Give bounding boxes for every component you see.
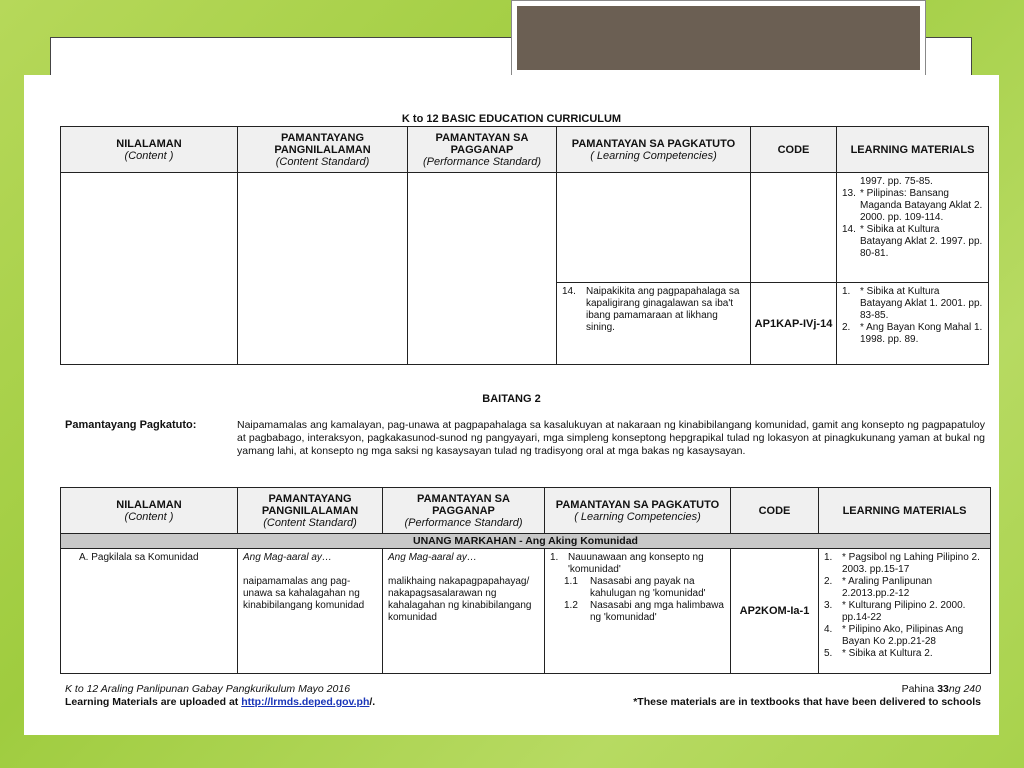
header-content: NILALAMAN (Content ) <box>61 488 238 534</box>
list-item: 1.1 Nasasabi ang payak na kahulugan ng 'komunidad' <box>564 576 706 599</box>
lrmds-link[interactable]: http://lrmds.deped.gov.ph <box>241 696 370 708</box>
performance-standard-cell: Ang Mag-aaral ay… malikhaing nakapagpapahayag/ nakapagsasalarawan ng kahalagahan ng kinabibilangang komunidad <box>383 549 545 674</box>
materials-cell <box>837 173 989 283</box>
header-competencies: PAMANTAYAN SA PAGKATUTO ( Learning Competencies) <box>557 127 751 173</box>
list-item: 1. * Sibika at Kultura Batayang Aklat 1. 2001. pp. 83-85. <box>842 286 983 321</box>
list-item: 1997. pp. 75-85. <box>860 176 933 187</box>
materials-note: *These materials are in textbooks that have been delivered to schools <box>633 696 981 708</box>
competency-code: AP2KOM-Ia-1 <box>731 549 819 674</box>
list-item: 13. * Pilipinas: Bansang Maganda Batayang Aklat 2. 2000. pp. 109-114. <box>842 188 983 223</box>
table-row <box>61 173 989 283</box>
header-materials: LEARNING MATERIALS <box>819 488 991 534</box>
header-content-standard: PAMANTAYANG PANGNILALAMAN (Content Standard) <box>238 488 383 534</box>
competency-cell: 1. Nauunawaan ang konsepto ng 'komunidad' 1.1 Nasasabi ang payak na kahulugan ng 'komunidad' 1.2 Nasasabi ang mga halimbawa ng 'komunidad' <box>545 549 731 674</box>
header-content: NILALAMAN (Content ) <box>61 127 238 173</box>
list-item: 14. * Sibika at Kultura Batayang Aklat 2. 1997. pp. 80-81. <box>842 224 983 259</box>
materials-cell <box>819 549 991 674</box>
document-page <box>24 75 999 735</box>
competency-cell: 14. Naipakikita ang pagpapahalaga sa kapaligirang ginagalawan sa iba't ibang pamamaraan at likhang sining. <box>557 283 751 365</box>
content-cell: A. Pagkilala sa Komunidad <box>61 549 238 674</box>
curriculum-table-1 <box>60 126 989 365</box>
learning-standard-text: Naipamamalas ang kamalayan, pag-unawa at pagpapahalaga sa kasalukuyan at nakaraan ng kinabibilangang komunidad, gamit ang konsepto ng pagpapatuloy at pagbabago, interaksyon, pagkakasunod-sunod ng pangyayari, mga simpleng konseptong hepgrapikal tulad ng lokasyon at pinagkukunang yaman at bukal ng yamang lahi, at konsepto ng mga saksi ng kasaysayan tulad ng tradisyong oral at mga bakas ng kasaysayan. <box>237 419 985 457</box>
slide-title-placeholder <box>511 0 926 76</box>
list-item: 1.2 Nasasabi ang mga halimbawa ng 'komunidad' <box>564 600 724 623</box>
materials-cell <box>837 283 989 365</box>
header-materials: LEARNING MATERIALS <box>837 127 989 173</box>
header-performance-standard: PAMANTAYAN SA PAGGANAP (Performance Standard) <box>383 488 545 534</box>
list-item: 2. * Ang Bayan Kong Mahal 1. 1998. pp. 89. <box>842 322 983 345</box>
header-content-standard: PAMANTAYANG PANGNILALAMAN (Content Standard) <box>238 127 408 173</box>
quarter-title: UNANG MARKAHAN - Ang Aking Komunidad <box>61 534 991 549</box>
learning-standard-label: Pamantayang Pagkatuto: <box>65 419 197 431</box>
list-item: 5. * Sibika at Kultura 2. <box>824 648 933 659</box>
list-item: 4. * Pilipino Ako, Pilipinas Ang Bayan Ko 2.pp.21-28 <box>824 624 964 647</box>
document-title: K to 12 BASIC EDUCATION CURRICULUM <box>401 113 622 125</box>
header-code: CODE <box>731 488 819 534</box>
content-standard-cell: Ang Mag-aaral ay… naipamamalas ang pag-unawa sa kahalagahan ng kinabibilangang komunidad <box>238 549 383 674</box>
table-row <box>61 549 991 674</box>
list-item: 1. * Pagsibol ng Lahing Pilipino 2. 2003. pp.15-17 <box>824 552 980 575</box>
guide-title: K to 12 Araling Panlipunan Gabay Pangkurikulum Mayo 2016 <box>65 683 351 695</box>
header-performance-standard: PAMANTAYAN SA PAGGANAP (Performance Standard) <box>408 127 557 173</box>
competency-code: AP1KAP-IVj-14 <box>751 283 837 365</box>
link-suffix: /. <box>369 696 376 708</box>
grade-title: BAITANG 2 <box>482 393 541 405</box>
page-number: Pahina 33ng 240 <box>901 683 981 695</box>
list-item: 3. * Kulturang Pilipino 2. 2000. pp.14-22 <box>824 600 966 623</box>
footer-left <box>65 683 375 709</box>
list-item: 2. * Araling Panlipunan 2.2013.pp.2-12 <box>824 576 933 599</box>
uploaded-text: Learning Materials are uploaded at <box>65 696 239 708</box>
header-competencies: PAMANTAYAN SA PAGKATUTO ( Learning Competencies) <box>545 488 731 534</box>
curriculum-table-2 <box>60 487 991 674</box>
section-row <box>61 534 991 549</box>
header-code: CODE <box>751 127 837 173</box>
footer-right <box>633 683 981 709</box>
